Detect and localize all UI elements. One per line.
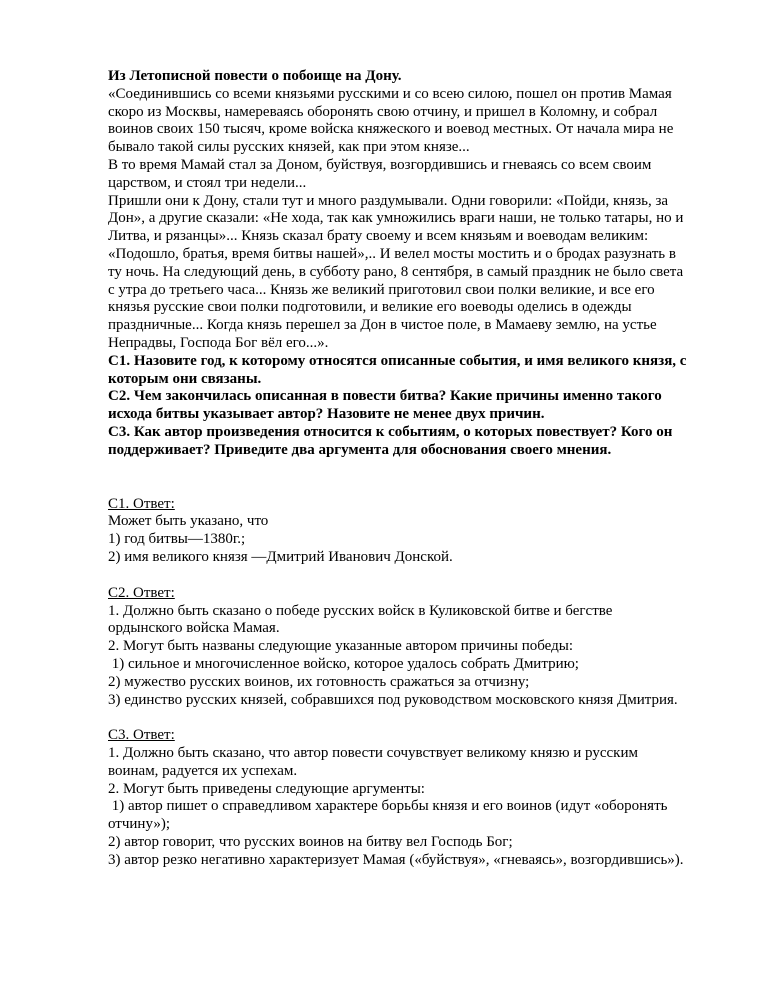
answer-heading: С1. Ответ: xyxy=(108,495,175,512)
answer-heading: С3. Ответ: xyxy=(108,727,175,744)
story-title: Из Летописной повести о побоище на Дону. xyxy=(108,68,402,84)
answer-line: 2) автор говорит, что русских воинов на битву вел Господь Бог; xyxy=(108,834,513,851)
story-line: Литва, и рязанцы»... Князь сказал брату своему и всем князьям и воеводам великим: xyxy=(108,228,649,245)
question-line: С3. Как автор произведения относится к событиям, о которых повествует? Кого он xyxy=(108,423,673,440)
answer-c2 xyxy=(108,585,714,710)
answer-line: Может быть указано, что xyxy=(108,513,269,530)
question-line: С2. Чем закончилась описанная в повести битва? Какие причины именно такого xyxy=(108,388,662,405)
answer-line: воинам, радуется их успехам. xyxy=(108,762,298,779)
story-line: Дон», а другие сказали: «Не хода, так как умножились враги наши, не только татары, но и xyxy=(108,210,684,227)
answer-line: 3) автор резко негативно характеризует Мамая («буйствуя», «гневаясь», возгордившись»). xyxy=(108,851,684,868)
spacer xyxy=(108,460,714,496)
answer-line: 2. Могут быть приведены следующие аргументы: xyxy=(108,780,425,797)
story-line: «Подошло, братья, время битвы нашей»,.. И велел мосты мостить и о бродах разузнать в xyxy=(108,245,676,262)
question-line: поддерживает? Приведите два аргумента для обоснования своего мнения. xyxy=(108,441,612,458)
story-line: праздничные... Когда князь перешел за Дон в чистое поле, в Мамаеву землю, на устье xyxy=(108,317,657,334)
spacer xyxy=(108,709,714,727)
answer-line: 1. Должно быть сказано, что автор повести сочувствует великому князю и русским xyxy=(108,745,638,762)
story-line: бывало такой силы русских князей, как при этом князе... xyxy=(108,139,470,156)
story-line: воинов своих 150 тысяч, кроме войска княжеского и воевод местных. От начала мира не xyxy=(108,121,674,138)
story-line: В то время Мамай стал за Доном, буйствуя, возгордившись и гневаясь со всем своим xyxy=(108,156,652,173)
story-line: царством, и стоял три недели... xyxy=(108,174,307,191)
answer-line: 2) мужество русских воинов, их готовность сражаться за отчизну; xyxy=(108,673,530,690)
answer-line: 1) сильное и многочисленное войско, которое удалось собрать Дмитрию; xyxy=(108,655,579,672)
story-line: Пришли они к Дону, стали тут и много раздумывали. Одни говорили: «Пойди, князь, за xyxy=(108,192,669,209)
story-line: Непрадвы, Господа Бог вёл его...». xyxy=(108,334,329,351)
answer-line: отчину»); xyxy=(108,816,170,833)
story-line: князья русские свои полки подготовили, и великие его воеводы оделись в одежды xyxy=(108,299,632,316)
answer-line: 1. Должно быть сказано о победе русских войск в Куликовской битве и бегстве xyxy=(108,602,613,619)
answer-line: ордынского войска Мамая. xyxy=(108,620,280,637)
answer-line: 3) единство русских князей, собравшихся под руководством московского князя Дмитрия. xyxy=(108,691,678,708)
story-line: с утра до третьего часа... Князь же великий приготовил свои полки великие, и все его xyxy=(108,281,655,298)
question-line: С1. Назовите год, к которому относятся описанные события, и имя великого князя, с xyxy=(108,352,687,369)
spacer xyxy=(108,567,714,585)
story-line: ту ночь. На следующий день, в субботу рано, 8 сентября, в самый праздник не было света xyxy=(108,263,684,280)
question-line: исхода битвы указывает автор? Назовите не менее двух причин. xyxy=(108,406,545,423)
answer-line: 1) год битвы—1380г.; xyxy=(108,531,246,548)
answer-line: 2. Могут быть названы следующие указанные автором причины победы: xyxy=(108,638,574,655)
answer-c1 xyxy=(108,496,714,567)
answer-c3 xyxy=(108,727,714,869)
story-line: скоро из Москвы, намереваясь оборонять свою отчину, и пришел в Коломну, и собрал xyxy=(108,103,658,120)
document-page xyxy=(108,68,714,870)
answer-heading: С2. Ответ: xyxy=(108,584,175,601)
question-line: которым они связаны. xyxy=(108,370,262,387)
answer-line: 1) автор пишет о справедливом характере борьбы князя и его воинов (идут «оборонять xyxy=(108,798,668,815)
story-line: «Соединившись со всеми князьями русскими и со всею силою, пошел он против Мамая xyxy=(108,85,672,102)
questions xyxy=(108,353,714,460)
story-text xyxy=(108,86,714,353)
answer-line: 2) имя великого князя —Дмитрий Иванович Донской. xyxy=(108,548,453,565)
